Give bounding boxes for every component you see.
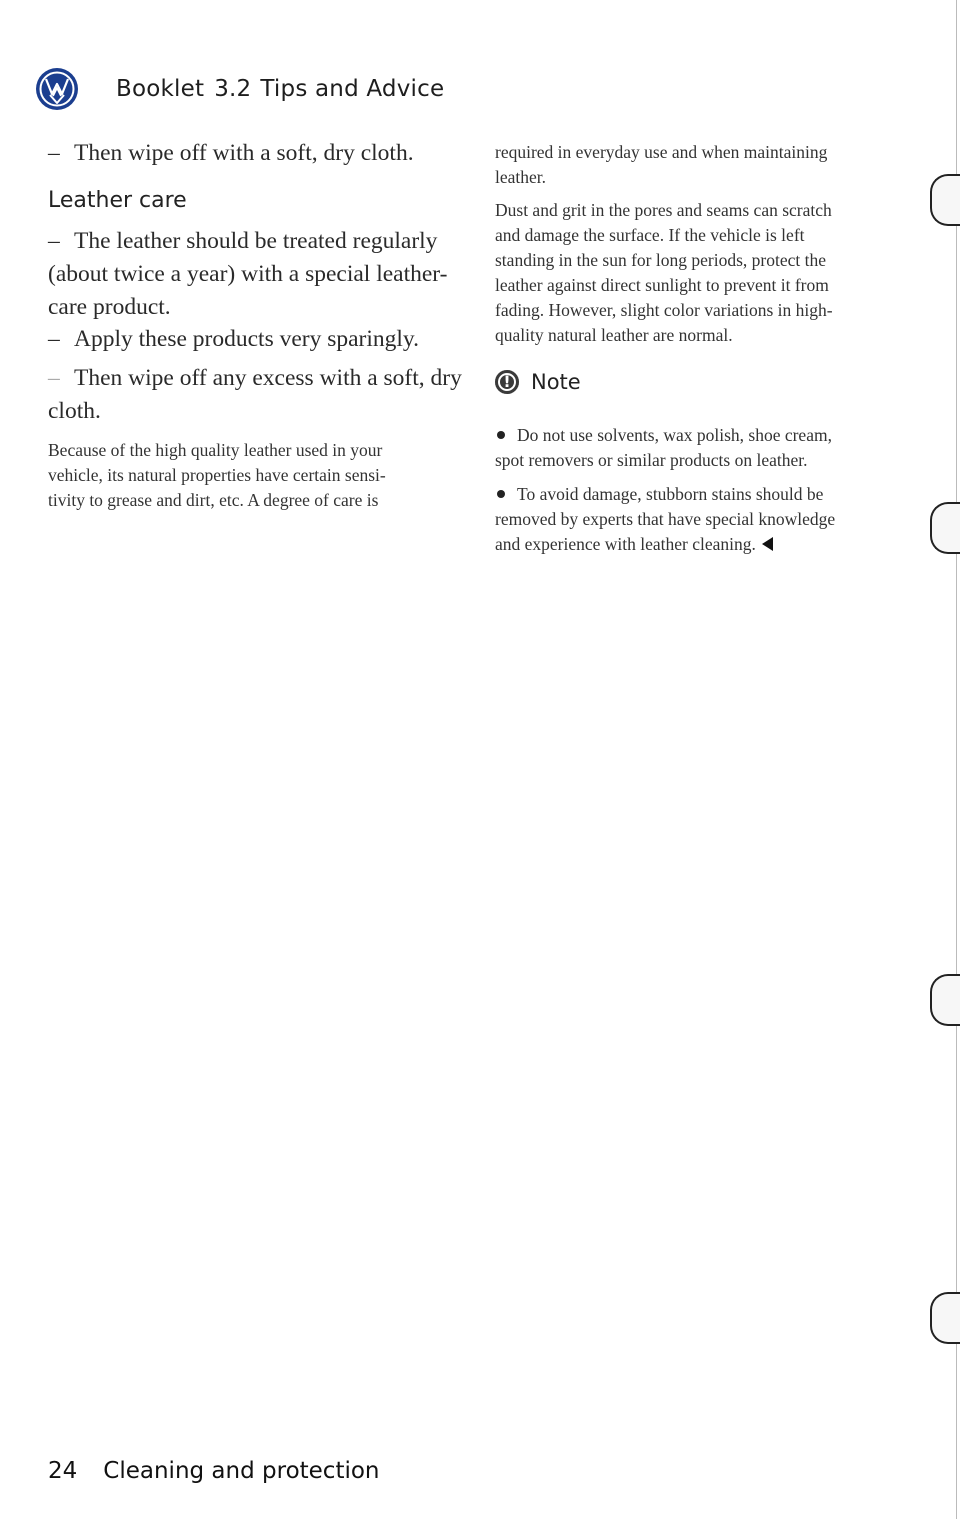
end-of-section-arrow-icon (762, 537, 773, 551)
paragraph-dust-grit: Dust and grit in the pores and seams can scratch and damage the surface. If the vehicle is left standing in the sun for long periods, protect the leather against direct sunlight to prevent it from fading. However, slight color variations in high- quality natural leather are normal. (495, 200, 833, 345)
exclamation-circle-icon: ! (495, 370, 519, 394)
section-tab-mark (930, 974, 960, 1026)
step-excess: – Then wipe off any excess with a soft, dry cloth. (48, 365, 462, 424)
bullet-icon (497, 431, 505, 439)
footer-section-title: Cleaning and protection (103, 1458, 380, 1484)
note-bullet-stains: To avoid damage, stubborn stains should be removed by experts that have special knowledge and experience with leather cleaning. (495, 484, 836, 554)
bullet-icon (497, 490, 505, 498)
vw-emblem-icon (38, 70, 76, 108)
page-number: 24 (48, 1458, 78, 1484)
body-paragraph: Because of the high quality leather used in your vehicle, its natural properties have certain sensi- tivity to grease and dirt, etc. A degree of care is (48, 440, 386, 510)
note-bullet-solvents: Do not use solvents, wax polish, shoe cream, spot removers or similar products on leather. (495, 425, 832, 470)
section-tab-mark (930, 1292, 960, 1344)
step-treat: – The leather should be treated regularly (about twice a year) with a special leather- care product. (48, 228, 448, 320)
page-header (36, 68, 444, 110)
section-tab-mark (930, 174, 960, 226)
section-tab-mark (930, 502, 960, 554)
note-title: Note (531, 370, 581, 394)
booklet-title: Booklet 3.2 Tips and Advice (116, 76, 445, 102)
section-heading-leather-care: Leather care (48, 188, 187, 213)
vw-logo-icon (36, 68, 78, 110)
note-heading (495, 370, 581, 394)
step-wipe-off: – Then wipe off with a soft, dry cloth. (48, 140, 414, 166)
page-footer (48, 1458, 380, 1484)
paragraph-care-required: required in everyday use and when maintaining leather. (495, 142, 828, 187)
step-apply: – Apply these products very sparingly. (48, 326, 420, 352)
